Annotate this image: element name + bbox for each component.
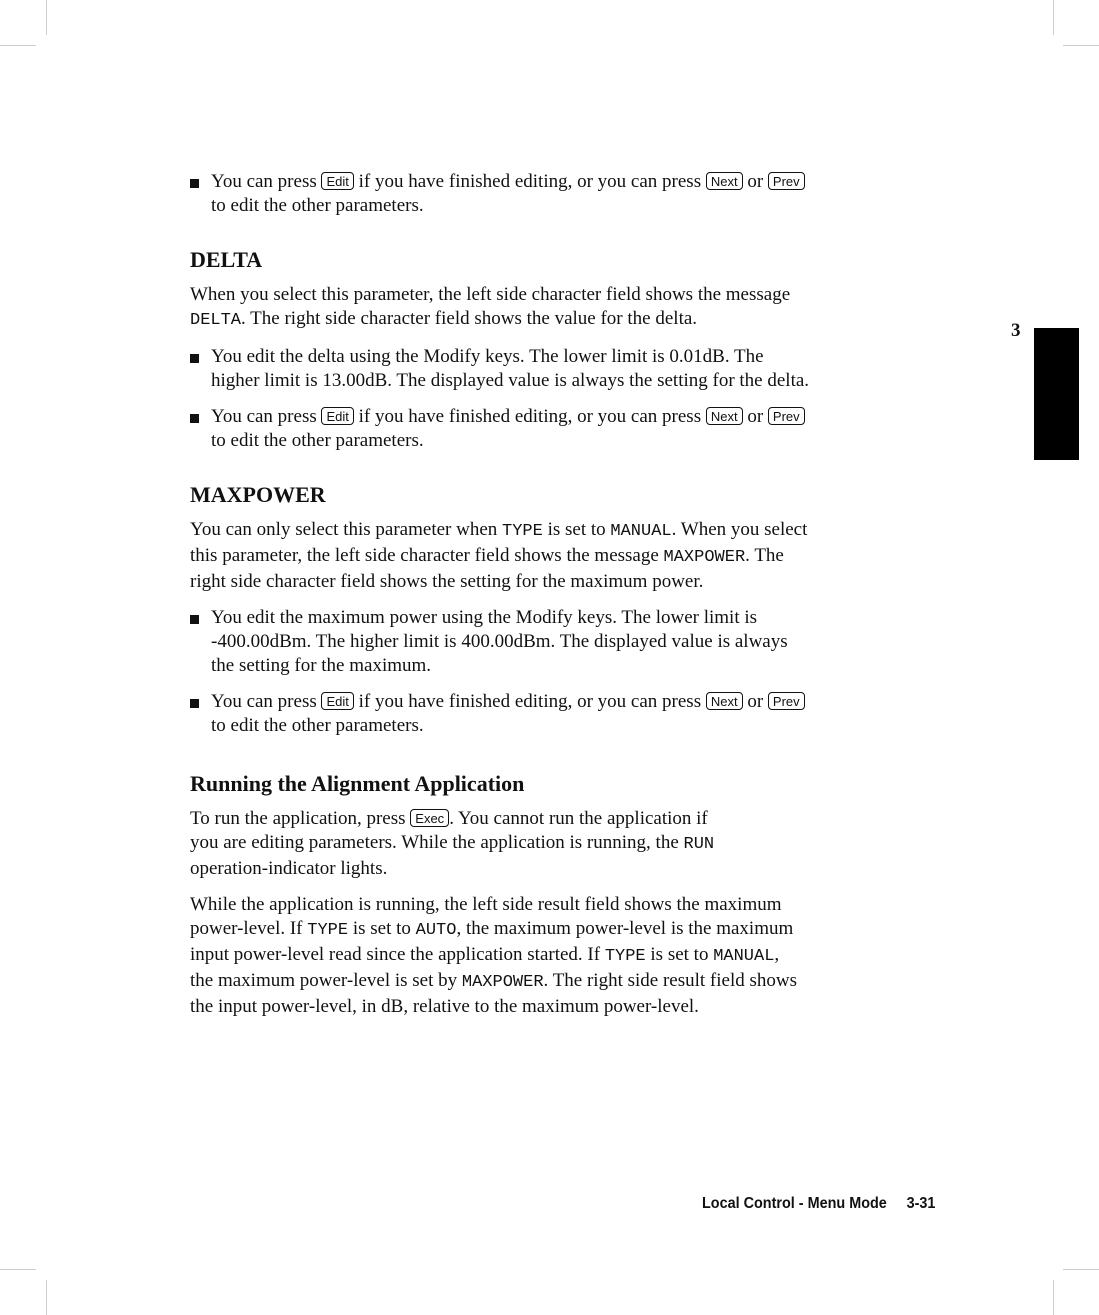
crop-mark — [0, 45, 36, 46]
code-text: MAXPOWER — [461, 973, 544, 992]
edit-key: Edit — [321, 172, 353, 190]
document-body — [190, 170, 955, 1031]
bullet-square-icon — [190, 615, 199, 624]
paragraph: To run the application, press Exec . You cannot run the application if you are editing parameters. While the application is running, the RUN operation-indicator lights. — [190, 808, 715, 879]
chapter-tab-marker — [1034, 328, 1079, 460]
crop-mark — [1063, 1269, 1099, 1270]
page-number: 3-31 — [906, 1195, 936, 1212]
bullet-square-icon — [190, 699, 199, 708]
list-item: You can press Edit if you have finished editing, or you can press Next or Prev to edit the other parameters. — [190, 170, 955, 218]
code-text: TYPE — [502, 522, 543, 541]
paragraph: While the application is running, the left side result field shows the maximum power-level. If TYPE is set to AUTO, the maximum power-level is the maximum input power-level read since the application started. If TYPE is set to MANUAL, the maximum power-level is set by MAXPOWER. The right side result field shows the input power-level, in dB, relative to the maximum power-level. — [190, 894, 798, 1017]
prev-key: Prev — [768, 172, 805, 190]
crop-mark — [1053, 0, 1054, 35]
next-key: Next — [706, 172, 743, 190]
code-text: AUTO — [415, 921, 457, 940]
code-text: MANUAL — [610, 522, 672, 541]
list-item: You can press Edit if you have finished editing, or you can press Next or Prev to edit the other parameters. — [190, 690, 955, 738]
code-text: MAXPOWER — [663, 548, 746, 567]
edit-key: Edit — [321, 692, 353, 710]
code-text: RUN — [683, 835, 715, 854]
bullet-square-icon — [190, 179, 199, 188]
section-heading-running: Running the Alignment Application — [190, 771, 525, 796]
prev-key: Prev — [768, 692, 805, 710]
crop-mark — [1063, 45, 1099, 46]
exec-key: Exec — [410, 809, 449, 827]
crop-mark — [1053, 1280, 1054, 1315]
bullet-square-icon — [190, 354, 199, 363]
prev-key: Prev — [768, 407, 805, 425]
bullet-square-icon — [190, 414, 199, 423]
paragraph: When you select this parameter, the left side character field shows the message DELTA. The right side character field shows the value for the delta. — [190, 284, 791, 330]
edit-key: Edit — [321, 407, 353, 425]
section-heading-delta: DELTA — [190, 247, 263, 272]
list-item: You edit the maximum power using the Modify keys. The lower limit is -400.00dBm. The higher limit is 400.00dBm. The displayed value is always the setting for the maximum. — [190, 606, 955, 678]
code-text: MANUAL — [713, 947, 775, 966]
next-key: Next — [706, 692, 743, 710]
list-item: You can press Edit if you have finished editing, or you can press Next or Prev to edit the other parameters. — [190, 405, 955, 453]
code-text: TYPE — [604, 947, 646, 966]
paragraph: You can only select this parameter when TYPE is set to MANUAL. When you select this parameter, the left side character field shows the message MAXPOWER. The right side character field shows the setting for the maximum power. — [190, 519, 808, 592]
page-footer — [702, 1195, 935, 1213]
list-item: You edit the delta using the Modify keys. The lower limit is 0.01dB. The higher limit is 13.00dB. The displayed value is always the setting for the delta. — [190, 345, 955, 393]
chapter-tab-number: 3 — [1011, 320, 1021, 341]
crop-mark — [0, 1269, 36, 1270]
crop-mark — [46, 0, 47, 35]
code-text: DELTA — [190, 311, 242, 330]
next-key: Next — [706, 407, 743, 425]
code-text: TYPE — [307, 921, 349, 940]
footer-title: Local Control - Menu Mode — [702, 1195, 887, 1212]
crop-mark — [46, 1280, 47, 1315]
section-heading-maxpower: MAXPOWER — [190, 482, 326, 507]
